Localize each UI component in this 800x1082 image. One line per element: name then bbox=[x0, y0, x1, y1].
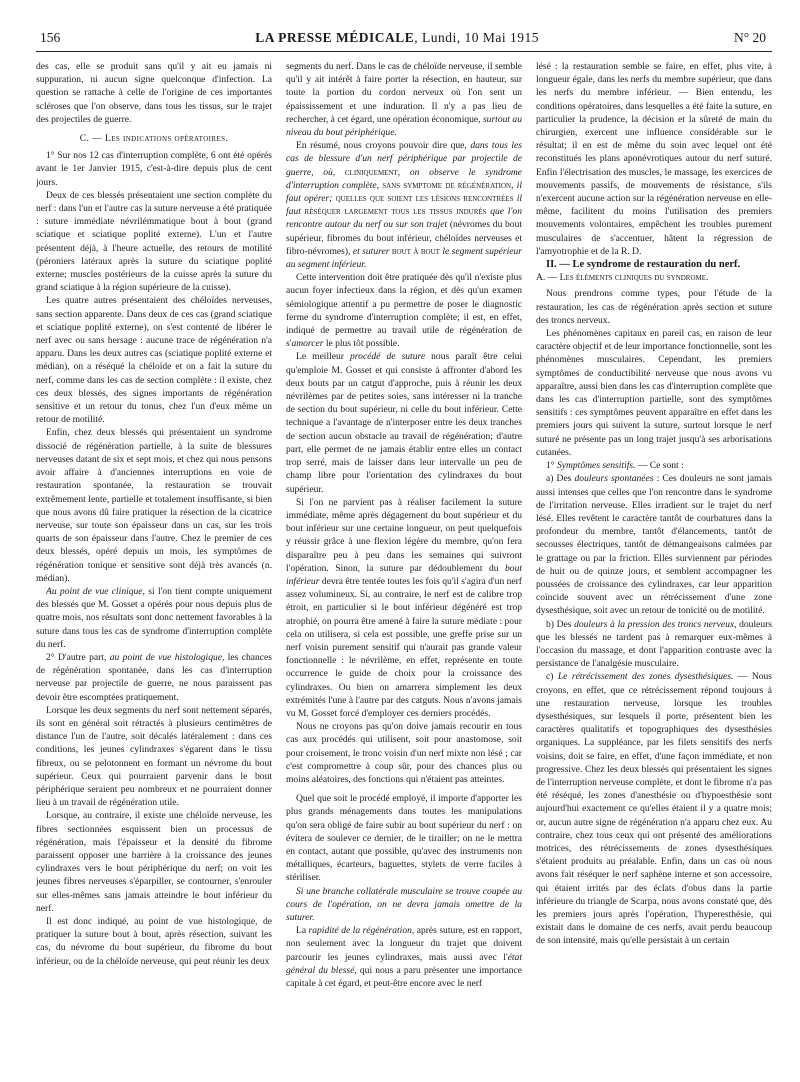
paragraph: Lorsque, au contraire, il existe une chéloïde nerveuse, les fibres sectionnées esquissent bien un processus de régénération, mais l'épaisseur et la densité du fibrome paraissent opposer une barrière à la croissance des jeunes cylindraxes vers le bout périphérique du nerf; on voit les jeunes fibres nerveuses s'éparpiller, se contourner, s'enrouler sur elles-mêmes sans jamais atteindre le bout inférieur du nerf. bbox=[36, 810, 272, 914]
paragraph: Enfin, chez deux blessés qui présentaient un syndrome dissocié de régénération partielle, à la suite de blessures nerveuses datant de six et sept mois, et chez qui nous pensons avoir affaire à d'anciennes interruptions en voie de restauration spontanée, la restauration se trouvait extrêmement lente, partielle et totalement insuffisante, si bien que nous avons dû faire pratiquer la résection de la cicatrice nerveuse, sur toute son épaisseur dans un cas, sur les trois quarts de son épaisseur dans l'autre. Chez le premier de ces deux blessés, opéré depuis un mois, les symptômes de régénération tonique et sensitive sont déjà très avancés (n. médian). bbox=[36, 427, 272, 584]
paragraph: 2° D'autre part, au point de vue histologique, les chances de régénération spontanée, dans les cas d'interruption nerveuse par projectile de guerre, ne nous paraissent pas devoir être escomptées pratiquement. bbox=[36, 651, 272, 703]
column-1 bbox=[36, 60, 272, 1080]
paragraph: Au point de vue clinique, si l'on tient compte uniquement des blessés que M. Gosset a opérés pour nous depuis plus de quatre mois, nos résultats sont donc nettement favorables à la suture dans tous les cas de syndrome d'interruption complète du nerf. bbox=[36, 585, 272, 650]
paragraph: a) Des douleurs spontanées : Ces douleurs ne sont jamais aussi intenses que celles que l'on rencontre dans le syndrome de l'irritation nerveuse. Elles irradient sur le trajet du nerf lésé. Elles revêtent le caractère tantôt de courbatures dans la profondeur du membre, tantôt d'élancements, tantôt de secousses électriques, tantôt de démangeaisons calmées par le grattage ou par la friction. Elles surviennent par périodes de huit ou de quinze jours, et semblent accompagner les poussées de croissance des cylindraxes, car leur apparition coïncide souvent avec un rétrécissement d'une zone dysesthésique, soit avec un retour de tonicité ou de motilité. bbox=[536, 473, 772, 617]
column-3 bbox=[536, 60, 772, 1080]
paragraph: Si une branche collatérale musculaire se trouve coupée au cours de l'opération, on ne devra jamais omettre de la suturer. bbox=[286, 885, 522, 923]
section-heading-c: C. — Les indications opératoires. bbox=[79, 133, 229, 145]
paragraph: Quel que soit le procédé employé, il importe d'apporter les plus grands ménagements dans toutes les manipulations qu'on sera obligé de faire subir au bout supérieur du nerf : on évitera de soulever ce dernier, de le tirailler; on ne le mettra en contact, autant que possible, qu'avec des instruments non métalliques, écarteurs, baguettes, stylets de verre faciles à stériliser. bbox=[286, 793, 522, 884]
paragraph: 1° Sur nos 12 cas d'interruption complète, 6 ont été opérés avant le 1er Janvier 1915, c'est-à-dire depuis plus de cent jours. bbox=[36, 150, 272, 188]
paragraph: Nous prendrons comme types, pour l'étude de la restauration, les cas de régénération après section et suture des troncs nerveux. bbox=[536, 288, 772, 326]
text-columns bbox=[36, 60, 772, 1080]
journal-title: LA PRESSE MÉDICALE bbox=[255, 30, 415, 45]
issue-date: , Lundi, 10 Mai 1915 bbox=[414, 30, 539, 45]
paragraph: Cette intervention doit être pratiquée dès qu'il n'existe plus aucun foyer infectieux dans la région, et dès qu'un examen sémiologique attentif a pu permettre de poser le diagnostic ferme du syndrome d'interruption complète; il est, en effet, indiqué de permettre au travail utile de régénération de s'amorcer le plus tôt possible. bbox=[286, 272, 522, 350]
paragraph: Deux de ces blessés présentaient une section complète du nerf : dans l'un et l'autre cas la suture nerveuse a été pratiquée : suture immédiate névrilémmatique bout à bout (grand sciatique et sciatique poplité externe). L'un et l'autre présentent déjà, à l'heure actuelle, des retours de motilité (péroniers latéraux après la suture du sciatique poplité externe; muscles postérieurs de la cuisse après la suture du grand sciatique à la région supérieure de la cuisse). bbox=[36, 189, 272, 294]
paragraph: En résumé, nous croyons pouvoir dire que, dans tous les cas de blessure d'un nerf périphérique par projectile de guerre, où, cliniquement, on observe le syndrome d'interruption complète, sans symptome de régénération, il faut opérer; quelles que soient les lésions rencontrées il faut réséquer largement tous les tissus indurés que l'on rencontre autour du nerf ou sur son trajet (névromes du bout supérieur, fibromes du bout inférieur, chéloïdes nerveuses et fibro-névromes), et suturer bout à bout le segment supérieur au segment inférieur. bbox=[286, 140, 522, 271]
subsection-heading-a: A. — Les éléments cliniques du syndrome. bbox=[536, 272, 709, 284]
running-title bbox=[255, 30, 539, 46]
paragraph: segments du nerf. Dans le cas de chéloïde nerveuse, il semble qu'il y ait intérêt à faire porter la résection, en hauteur, sur toute la portion du cordon nerveux où l'on sent un épaississement et une induration. Il n'y a pas lieu de rechercher, à cet égard, une opération économique, surtout au niveau du bout périphérique. bbox=[286, 61, 522, 139]
section-heading-ii: II. — Le syndrome de restauration du nerf. bbox=[546, 259, 741, 271]
paragraph: Il est donc indiqué, au point de vue histologique, de pratiquer la suture bout à bout, après résection, suivant les cas, du névrome du bout supérieur, du fibrome du bout inférieur, ou de la chéloïde nerveuse, qui peut réunir les deux bbox=[36, 916, 272, 967]
paragraph: c) Le rétrécissement des zones dysesthésiques. — Nous croyons, en effet, que ce rétrécissement répond toujours à une restauration nerveuse, lorsque les troubles dysesthésiques, sur lesquels il porte, présentent bien les caractères qualitatifs et topographiques des dysesthésies organiques. La suppléance, par les filets sensitifs des nerfs voisins, doit se faire, en effet, d'une façon immédiate, et non progressive. Chez les deux blessés qui présentaient les signes de l'interruption nerveuse complète, et dont le fibrome n'a pas été réséqué, les zones d'anesthésie ou d'hypoesthésie sont aujourd'hui exactement ce qu'elles étaient il y a quatre mois; or, aucun autre signe de régénération n'a apparu chez eux. Au contraire, chez tous ceux qui ont présenté des améliorations motrices, des rétrécissements de zones dysesthésiques s'étaient produits au préalable. Enfin, dans un cas où nous avons fait réséquer le nerf saphène interne et son accessoire, qui étaient irrités par des éclats d'obus dans la partie inférieure du triangle de Scarpa, nous avons constaté que, dès les premiers jours après l'opération, l'hyperesthésie, qui existait dans le domaine de ces nerfs, avait perdu beaucoup de son intensité, mais qu'elle persistait à un certain bbox=[536, 671, 772, 947]
paragraph: 1° Symptômes sensitifs. — Ce sont : bbox=[546, 460, 684, 472]
paragraph: Les phénomènes capitaux en pareil cas, en raison de leur caractère objectif et de leur importance fonctionnelle, sont les phénomènes musculaires. Cependant, les premiers symptômes de conductibilité nerveuse que nous avons vu apparaître, aussi bien dans les cas d'interruption complète que dans les cas d'interruption partielle, sont des symptômes sensitifs : ces symptômes peuvent apparaître en effet dans les premiers jours qui suivent la suture, surtout lorsque le nerf suturé ne présente pas un long trajet jusqu'à ses arborisations cutanées. bbox=[536, 328, 772, 458]
paragraph: Si l'on ne parvient pas à réaliser facilement la suture immédiate, même après dégagement du bout supérieur et du bout inférieur sur une certaine longueur, on peut quelquefois y réussir grâce à une flexion légère du membre, qu'on fera disparaître peu à peu dans les semaines qui suivront l'opération. Sinon, la suture par dédoublement du bout inférieur devra être tentée toutes les fois qu'il s'agira d'un nerf assez volumineux. Si, au contraire, le nerf est de calibre trop étroit, en particulier si le bout inférieur dégénéré est trop atrophié, on pourra être amené à faire la suture médiate : pour cela on utilisera, si cela est possible, une greffe prise sur un nerf voisin purement sensitif qui n'aurait pas grande valeur fonctionnelle : le névrilème, en effet, représente en toute occurrence le guide de choix pour la croissance des cylindraxes. Ou bien on amarrera simplement les deux extrémités l'une à l'autre par des catguts. Nous n'avons jamais vu M. Gosset forcé d'employer ces derniers procédés. bbox=[286, 496, 522, 719]
issue-number: N° 20 bbox=[733, 30, 766, 45]
paragraph: b) Des douleurs à la pression des troncs nerveux, douleurs que les blessés ne tardent pas à remarquer eux-mêmes à l'occasion du massage, et dont l'apparition contraste avec la persistance de l'analgésie musculaire. bbox=[536, 618, 772, 670]
paragraph: lésé : la restauration semble se faire, en effet, plus vite, à longueur égale, dans les nerfs du membre supérieur, que dans les nerfs du membre inférieur. — Bien entendu, les conditions opératoires, dans lesquelles a été faite la suture, en particulier la prudence, la décision et la sûreté de main du chirurgien, exercent une influence considérable sur le résultat; il en est de même du soin avec lequel ont été reconstitués les plans aponévrotiques autour du nerf suturé. Enfin l'électrisation des muscles, le massage, les exercices de mouvements passifs, de mouvements de résistance, s'ils n'exercent aucune action sur la régénération nerveuse en elle-même, facilitent du moins l'utilisation des premiers mouvements volontaires, empêchent les troubles purement musculaires de s'accentuer, hâtent la régression de l'amyotrophie et de la R. D. bbox=[536, 61, 772, 257]
paragraph: Les quatre autres présentaient des chéloïdes nerveuses, sans section apparente. Dans deux de ces cas (grand sciatique et sciatique poplité externe), on s'est contenté de libérer le nerf avec ou sans hersage : aucune trace de régénération n'a apparu. Dans les deux autres cas (sciatique poplité externe et médian), on a réséqué la chéloïde et on a fait la suture du nerf, comme dans les cas de section complète : il existe, chez ces deux blessés, des signes importants de régénération sensitive et un retour du tonus, chez l'un d'eux même un retour de motilité. bbox=[36, 295, 272, 426]
paragraph: des cas, elle se produit sans qu'il y ait eu jamais ni suppuration, ni aucun signe quelconque d'infection. La question se rattache à celle de l'origine de ces importantes scléroses que l'on observe, dans tous les tissus, sur le trajet des projectiles de guerre. bbox=[36, 61, 272, 125]
paragraph: Le meilleur procédé de suture nous paraît être celui qu'emploie M. Gosset et qui consiste à affronter d'abord les deux bouts par un catgut d'approche, puis à réunir les deux névrilèmes par de petites soies, sans intéresser ni la tranche de section du bout supérieur, ni celle du bout inférieur. Cette technique a l'avantage de n'interposer entre les deux tranches de section aucun obstacle au travail de régénération; d'autre part, elle permet de ne jamais établir entre elles un contact trop serré, mais de laisser dans leur intervalle un peu de champ libre pour l'orientation des cylindraxes du bout supérieur. bbox=[286, 351, 522, 495]
paragraph: Lorsque les deux segments du nerf sont nettement séparés, ils sont en général soit rétractés à plusieurs centimètres de distance l'un de l'autre, soit décalés latéralement : dans ces conditions, les jeunes cylindraxes s'égarent dans le tissu fibreux, ou se pelotonnent en formant un névrome du bout supérieur. Ceux qui pourraient parvenir dans le bout périphérique seraient peu nombreux et ne pourraient donner lieu à un travail de régénération utile. bbox=[36, 704, 272, 809]
page-header bbox=[36, 30, 772, 52]
paragraph: La rapidité de la régénération, après suture, est en rapport, non seulement avec la longueur du trajet que doivent parcourir les jeunes cylindraxes, mais aussi avec l'état général du blessé, qui nous a paru présenter une importance capitale à cet égard, et peut-être encore avec le nerf bbox=[286, 925, 522, 990]
page-number: 156 bbox=[40, 30, 61, 45]
paragraph: Nous ne croyons pas qu'on doive jamais recourir en tous cas aux procédés qui utilisent, soit pour anastomose, soit pour croisement, le tronc voisin d'un nerf mixte non lésé ; car c'est compromettre à coup sûr, pour des chances plus ou moins aléatoires, des fonctions qui n'étaient pas atteintes. bbox=[286, 721, 522, 785]
column-2 bbox=[286, 60, 522, 1080]
